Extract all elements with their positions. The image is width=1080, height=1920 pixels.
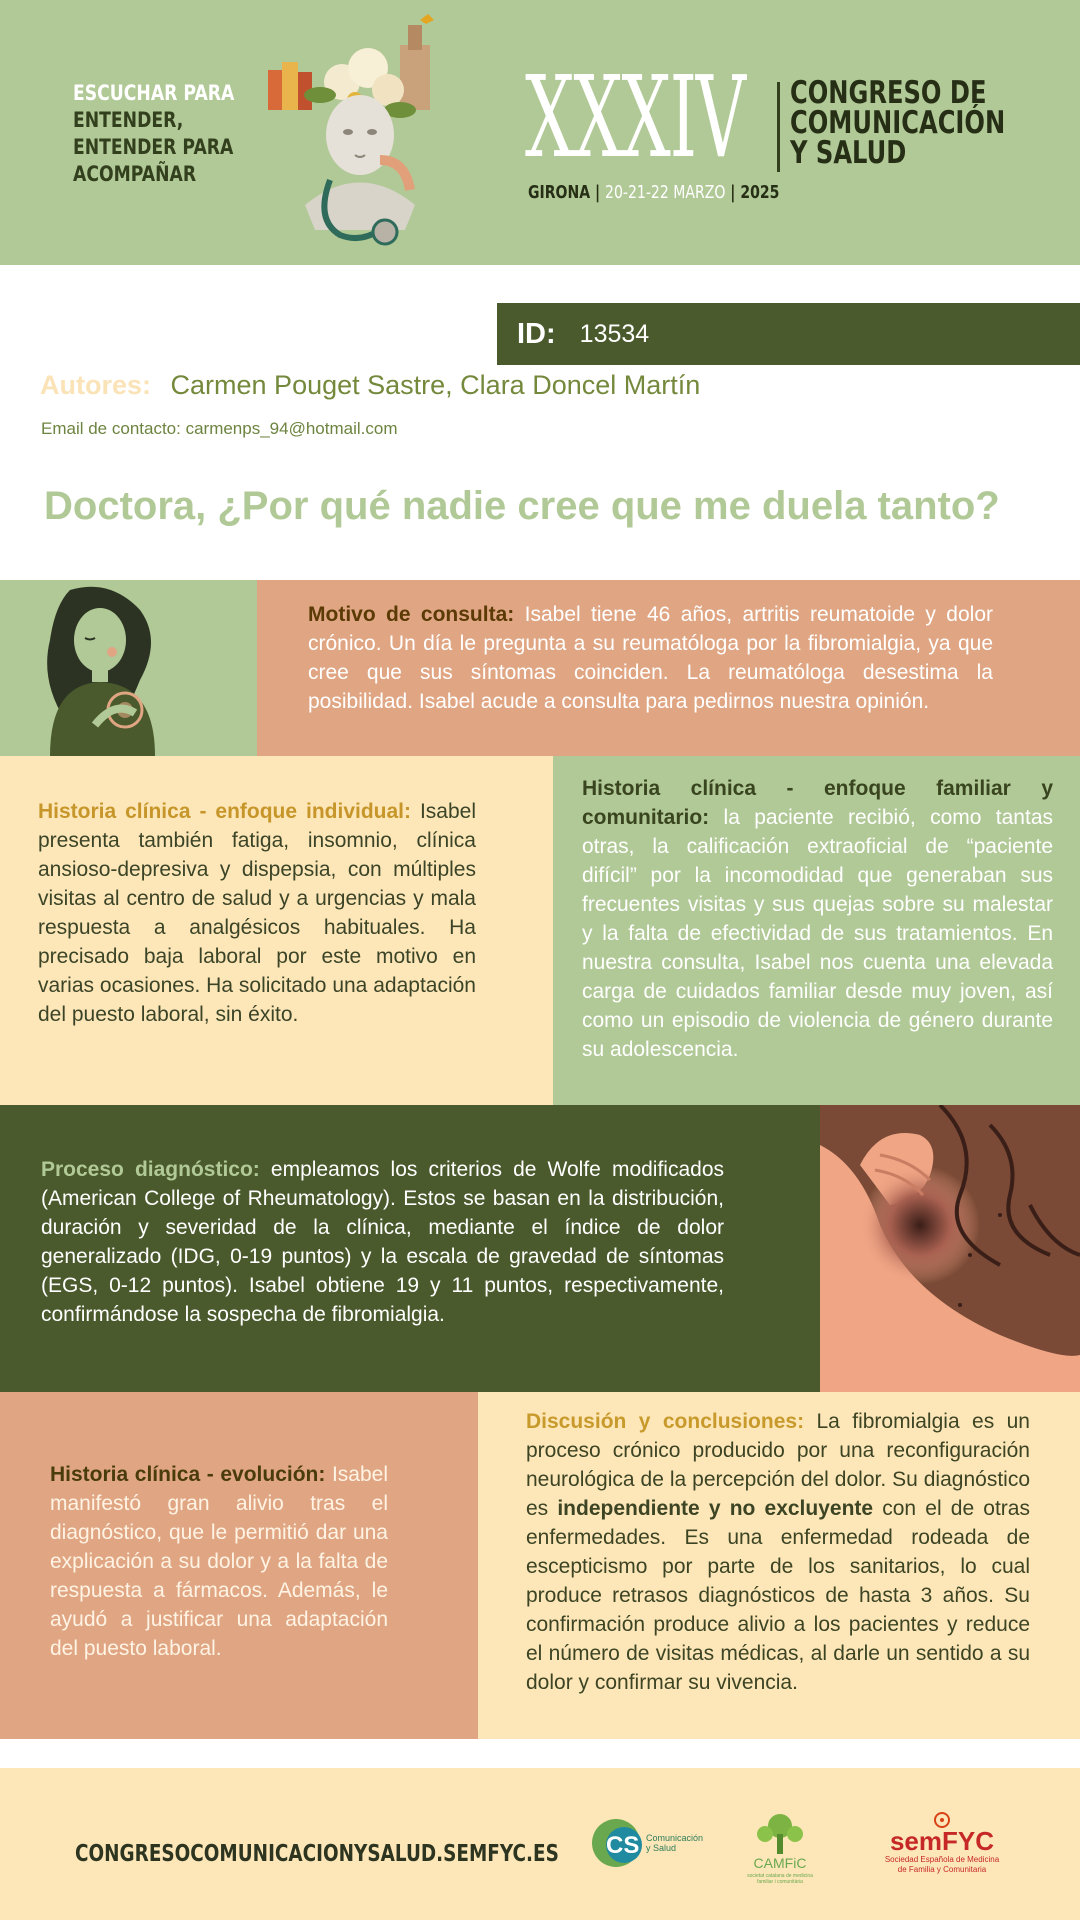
section-historia-individual <box>0 756 553 1105</box>
congress-name <box>790 75 1006 171</box>
venue-separator: | <box>595 182 601 203</box>
authors-names: Carmen Pouget Sastre, Clara Doncel Martín <box>170 370 701 400</box>
divider <box>777 82 780 172</box>
slogan <box>73 80 237 188</box>
congress-line: COMUNICACIÓN <box>790 105 1006 141</box>
venue-year: 2025 <box>740 182 780 203</box>
section-heading: Historia clínica - enfoque individual: <box>38 800 411 823</box>
semfyc-logo <box>880 1810 1005 1880</box>
section-body: La fibromialgia es un proceso crónico producido por una reconfiguración neurológica de la percepción del dolor. Su diagnóstico es <box>526 1410 1030 1520</box>
section-body: Isabel presenta también fatiga, insomnio, clínica ansioso-depresiva y dispepsia, con múltiples visitas al centro de salud y a urgencias y mala respuesta a analgésicos habituales. Ha precisado baja laboral por este motivo en varias ocasiones. Ha solicitado una adaptación del puesto laboral, sin éxito. <box>38 800 476 1026</box>
congress-line: CONGRESO DE <box>790 75 987 111</box>
woman-drawing <box>0 580 257 756</box>
logo-cs-mark: CS <box>606 1832 640 1859</box>
section-body: la paciente recibió, como tantas otras, la calificación extraoficial de “paciente difícil” por la incomodidad que generaban sus frecuentes visitas y sus quejas sobre su malestar y la falta de efectividad de sus tratamientos. En nuestra consulta, Isabel nos cuenta una elevada carga de cuidados familiar desde muy joven, así como un episodio de violencia de género durante su adolescencia. <box>582 806 1053 1061</box>
id-value: 13534 <box>579 319 650 348</box>
congress-venue <box>528 182 779 203</box>
venue-separator: | <box>730 182 736 203</box>
congress-website-link[interactable]: CONGRESOCOMUNICACIONYSALUD.SEMFYC.ES <box>75 1841 559 1867</box>
section-heading: Proceso diagnóstico: <box>41 1158 260 1181</box>
section-body: empleamos los criterios de Wolfe modificados (American College of Rheumatology). Estos se basan en la distribución, duración y severidad de la clínica, mediante el índice de dolor generalizado (IDG, 0-19 puntos) y la escala de gravedad de síntomas (EGS, 0-12 puntos). Isabel obtiene 19 y 11 puntos, respectivamente, confirmándose la sospecha de fibromialgia. <box>41 1158 725 1326</box>
section-body: con el de otras enfermedades. Es una enfermedad rodeada de escepticismo por parte de los sanitarios, lo cual produce retrasos diagnósticos de hasta 3 años. Su confirmación produce alivio a los pacientes y reduce el número de visitas médicas, al darle un sentido a su dolor y confirmar su vivencia. <box>526 1497 1030 1694</box>
section-heading: Historia clínica - enfoque familiar y comunitario: <box>582 777 1053 829</box>
congress-numeral: XXXIV <box>525 53 745 183</box>
congress-line: Y SALUD <box>790 135 907 171</box>
section-historia-evolucion <box>0 1392 478 1739</box>
slogan-line: ESCUCHAR PARA <box>73 81 235 105</box>
poster-title: Doctora, ¿Por qué nadie cree que me duela tanto? <box>44 484 1000 528</box>
footer <box>0 1768 1080 1920</box>
logo-camfic-subtext: societat catalana de medicina <box>747 1873 813 1879</box>
section-body: Isabel manifestó gran alivio tras el diagnóstico, que le permitió dar una explicación a su dolor y a la falta de respuesta a fármacos. Además, le ayudó a justificar una adaptación del puesto laboral. <box>50 1463 388 1660</box>
camfic-logo <box>745 1806 815 1886</box>
section-heading: Historia clínica - evolución: <box>50 1463 326 1486</box>
venue-city: GIRONA <box>528 182 591 203</box>
section-proceso-diagnostico <box>0 1105 820 1392</box>
shoulder-pain-drawing <box>820 1105 1080 1392</box>
slogan-line: ACOMPAÑAR <box>73 162 197 186</box>
header-banner <box>0 0 1080 265</box>
section-emphasis: independiente y no excluyente <box>557 1497 874 1520</box>
logo-semfyc-subtext: Sociedad Española de Medicina <box>884 1855 1000 1864</box>
logo-cs-text: y Salud <box>646 1843 677 1853</box>
logo-camfic-text: CAMFiC <box>753 1855 807 1871</box>
pain-illustration <box>820 1105 1080 1392</box>
contact-email: Email de contacto: carmenps_94@hotmail.com <box>41 419 398 438</box>
slogan-line: ENTENDER, <box>73 108 184 132</box>
section-heading: Discusión y conclusiones: <box>526 1410 805 1433</box>
authors-label: Autores: <box>40 370 152 400</box>
logo-camfic-subtext: familiar i comunitària <box>757 1879 803 1885</box>
venue-dates: 20-21-22 MARZO <box>605 182 726 203</box>
logo-cs-text: Comunicación <box>646 1833 704 1843</box>
woman-illustration <box>0 580 257 756</box>
section-body: Isabel tiene 46 años, artritis reumatoide y dolor crónico. Un día le pregunta a su reumatóloga por la fibromialgia, ya que cree que sus síntomas coinciden. La reumatóloga desestima la posibilidad. Isabel acude a consulta para pedirnos nuestra opinión. <box>308 603 993 713</box>
comunicacion-salud-logo <box>590 1813 710 1873</box>
section-discusion <box>478 1392 1080 1739</box>
logo-semfyc-text: semFYC <box>889 1826 995 1856</box>
authors <box>40 370 700 401</box>
section-historia-familiar <box>553 756 1080 1105</box>
section-motivo-consulta <box>257 580 1080 756</box>
logo-semfyc-subtext: de Familia y Comunitaria <box>897 1865 987 1874</box>
slogan-line: ENTENDER PARA <box>73 135 234 159</box>
section-heading: Motivo de consulta: <box>308 603 515 626</box>
id-label: ID: <box>517 317 556 350</box>
congress-illustration <box>260 10 460 255</box>
abstract-id-bar <box>497 303 1080 365</box>
